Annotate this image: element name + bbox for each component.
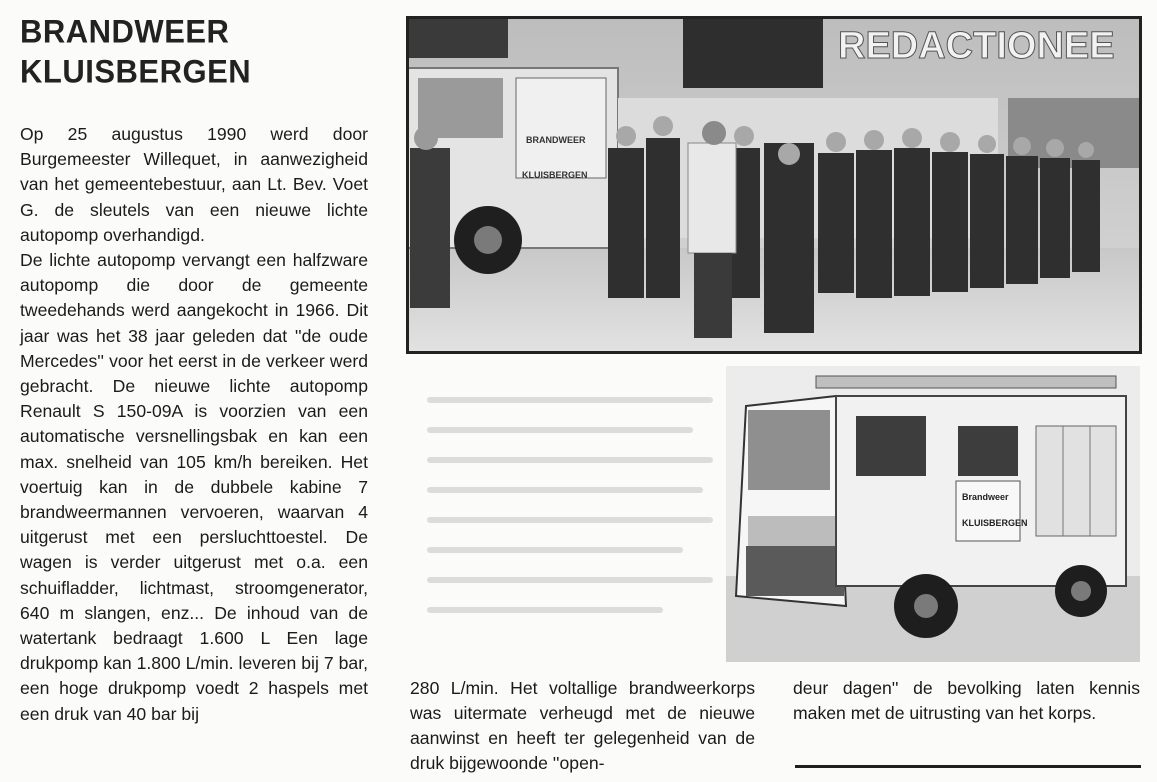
truck-door-text-top: BRANDWEER xyxy=(526,135,586,145)
article-column-2: 280 L/min. Het voltallige brandweerkorps was uitermate verheugd met de nieuwe aanwinst en heeft ter gelegenheid van de druk bijgewoonde ''open- xyxy=(410,678,755,773)
article-column-1 xyxy=(20,122,368,727)
headline-line-1: BRANDWEER xyxy=(20,13,230,50)
fire-truck-illustration xyxy=(726,366,1140,662)
article-column-3: deur dagen'' de bevolking laten kennis maken met de uitrusting van het korps. xyxy=(793,678,1140,723)
paragraph-1: Op 25 augustus 1990 werd door Burgemeester Willequet, in aanwezigheid van het gemeentebestuur, aan Lt. Bev. Voet G. de sleutels van een nieuwe lichte autopomp overhandigd. xyxy=(20,124,368,245)
column-end-rule xyxy=(795,765,1141,768)
paragraph-2: De lichte autopomp vervangt een halfzware autopomp die door de gemeente tweedehands werd aangekocht in 1966. Dit jaar was het 38 jaar geleden dat ''de oude Mercedes'' voor het eerst in de verkeer werd gebracht. De nieuwe lichte autopomp Renault S 150-09A is voorzien van een automatische versnellingsbak en kan een max. snelheid van 105 km/h bereiken. Het voertuig kan in de dubbele kabine 7 brandweermannen vervoeren, waarvan 4 uitgerust met een persluchttoestel. De wagen is verder uitgerust met o.a. een schuifladder, lichtmast, stroomgenerator, 640 m slangen, enz... De inhoud van de watertank bedraagt 1.600 L Een lage drukpomp kan 1.800 L/min. leveren bij 7 bar, een hoge drukpomp voedt 2 haspels met een druk van 40 bar bij xyxy=(20,250,368,724)
background-sign: REDACTIONEE xyxy=(838,25,1115,67)
photo-firefighters-illustration xyxy=(408,18,1140,352)
headline-line-2: KLUISBERGEN xyxy=(20,52,252,90)
photo-firefighters-group xyxy=(406,16,1142,354)
truck-door-text-bottom: KLUISBERGEN xyxy=(962,518,1028,528)
bleed-through-lines xyxy=(420,360,720,660)
article-headline xyxy=(20,12,380,92)
photo-fire-truck xyxy=(726,366,1140,662)
truck-door-text-top: Brandweer xyxy=(962,492,1009,502)
bleed-through-area xyxy=(420,360,720,660)
truck-door-text-bottom: KLUISBERGEN xyxy=(522,170,588,180)
